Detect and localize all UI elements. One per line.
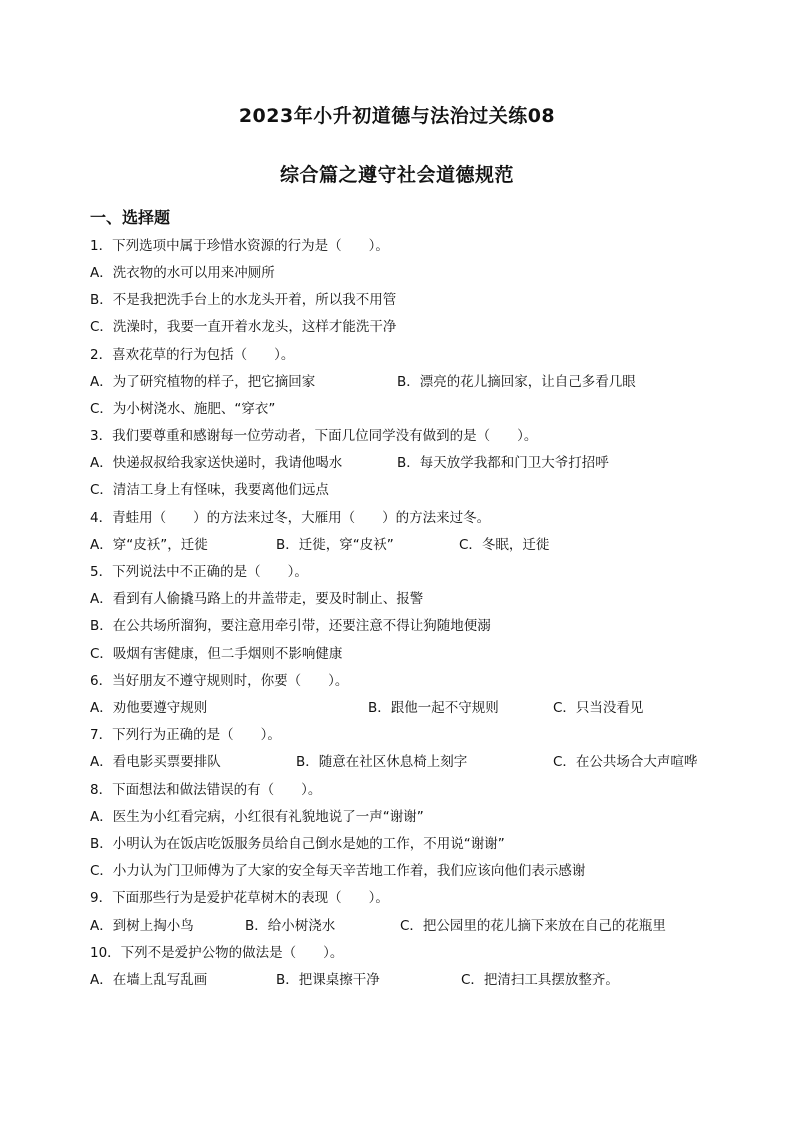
question-4-option-a: A．穿“皮袄”，迁徙 xyxy=(90,537,208,553)
question-4-option-c: C．冬眠，迁徙 xyxy=(459,537,550,553)
question-2-stem: 2．喜欢花草的行为包括（ ）。 xyxy=(90,347,295,363)
question-1-option-a: A．洗衣物的水可以用来冲厕所 xyxy=(90,265,275,281)
question-2-option-c: C．为小树浇水、施肥、“穿衣” xyxy=(90,401,276,417)
question-6-stem: 6．当好朋友不遵守规则时，你要（ ）。 xyxy=(90,673,349,689)
question-3-option-a: A．快递叔叔给我家送快递时，我请他喝水 xyxy=(90,455,343,471)
question-10-stem: 10．下列不是爱护公物的做法是（ ）。 xyxy=(90,945,344,961)
question-1-option-b: B．不是我把洗手台上的水龙头开着，所以我不用管 xyxy=(90,292,397,308)
document-subtitle: 综合篇之遵守社会道德规范 xyxy=(279,164,514,186)
question-7-option-b: B．随意在社区休息椅上刻字 xyxy=(296,754,468,770)
question-9-stem: 9．下面那些行为是爱护花草树木的表现（ ）。 xyxy=(90,890,389,906)
document-title: 2023年小升初道德与法治过关练08 xyxy=(238,105,556,127)
question-6-option-b: B．跟他一起不守规则 xyxy=(368,700,499,716)
question-4-option-b: B．迁徙，穿“皮袄” xyxy=(276,537,394,553)
question-8-option-c: C．小力认为门卫师傅为了大家的安全每天辛苦地工作着，我们应该向他们表示感谢 xyxy=(90,863,586,879)
question-3-stem: 3．我们要尊重和感谢每一位劳动者，下面几位同学没有做到的是（ ）。 xyxy=(90,428,538,444)
question-5-option-b: B．在公共场所溜狗，要注意用牵引带，还要注意不得让狗随地便溺 xyxy=(90,618,491,634)
question-5-stem: 5．下列说法中不正确的是（ ）。 xyxy=(90,564,308,580)
question-8-option-b: B．小明认为在饭店吃饭服务员给自己倒水是她的工作，不用说“谢谢” xyxy=(90,836,505,852)
question-6-option-a: A．劝他要遵守规则 xyxy=(90,700,208,716)
question-10-option-a: A．在墙上乱写乱画 xyxy=(90,972,208,988)
question-3-option-b: B．每天放学我都和门卫大爷打招呼 xyxy=(397,455,609,471)
question-2-option-a: A．为了研究植物的样子，把它摘回家 xyxy=(90,374,316,390)
question-5-option-a: A．看到有人偷撬马路上的井盖带走，要及时制止、报警 xyxy=(90,591,424,607)
question-8-stem: 8．下面想法和做法错误的有（ ）。 xyxy=(90,782,322,798)
question-7-stem: 7．下列行为正确的是（ ）。 xyxy=(90,727,281,743)
question-5-option-c: C．吸烟有害健康，但二手烟则不影响健康 xyxy=(90,646,343,662)
question-3-option-c: C．清洁工身上有怪味，我要离他们远点 xyxy=(90,482,329,498)
question-7-option-c: C．在公共场合大声喧哗 xyxy=(553,754,698,770)
question-9-option-b: B．给小树浇水 xyxy=(245,918,336,934)
question-1-option-c: C．洗澡时，我要一直开着水龙头，这样才能洗干净 xyxy=(90,319,397,335)
question-9-option-c: C．把公园里的花儿摘下来放在自己的花瓶里 xyxy=(400,918,666,934)
question-10-option-c: C．把清扫工具摆放整齐。 xyxy=(461,972,619,988)
question-7-option-a: A．看电影买票要排队 xyxy=(90,754,221,770)
question-8-option-a: A．医生为小红看完病，小红很有礼貌地说了一声“谢谢” xyxy=(90,809,424,825)
question-9-option-a: A．到树上掏小鸟 xyxy=(90,918,194,934)
question-10-option-b: B．把课桌擦干净 xyxy=(276,972,380,988)
question-1-stem: 1．下列选项中属于珍惜水资源的行为是（ ）。 xyxy=(90,238,389,254)
question-2-option-b: B．漂亮的花儿摘回家，让自己多看几眼 xyxy=(397,374,636,390)
section-heading: 一、选择题 xyxy=(90,208,171,227)
question-4-stem: 4．青蛙用（ ）的方法来过冬，大雁用（ ）的方法来过冬。 xyxy=(90,510,491,526)
question-6-option-c: C．只当没看见 xyxy=(553,700,644,716)
